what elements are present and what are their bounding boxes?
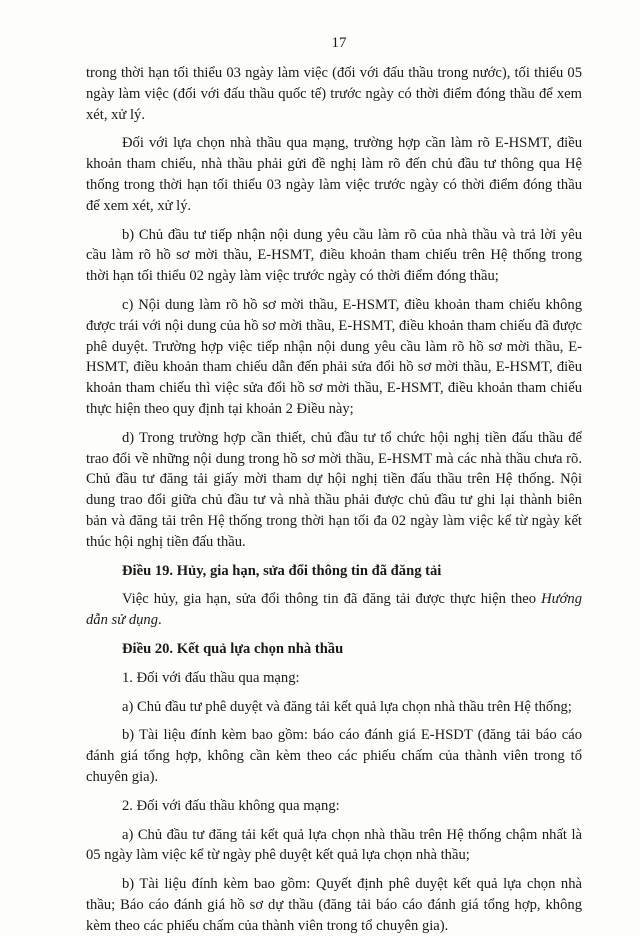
article-20-heading: Điều 20. Kết quả lựa chọn nhà thầu: [122, 640, 344, 657]
user-guide-reference: Hướng dẫn sử dụng: [86, 591, 582, 629]
paragraph-item-b: b) Chủ đầu tư tiếp nhận nội dung yêu cầu làm rõ của nhà thầu và trả lời yêu cầu làm rõ hồ sơ mời thầu, E-HSMT, điều khoản tham chiếu trên Hệ thống trong thời hạn tối thiểu 02 ngày làm việc trước ngày có thời điểm đóng thầu;: [86, 226, 582, 285]
paragraph-continuation: trong thời hạn tối thiểu 03 ngày làm việc (đối với đấu thầu trong nước), tối thiểu 05 ngày làm việc (đối với đấu thầu quốc tế) trước ngày có thời điểm đóng thầu để xem xét, xử lý.: [86, 65, 582, 123]
paragraph-offline-a: a) Chủ đầu tư đăng tải kết quả lựa chọn nhà thầu trên Hệ thống chậm nhất là 05 ngày làm việc kể từ ngày phê duyệt kết quả lựa chọn nhà thầu;: [86, 826, 582, 864]
paragraph-online-clarification: Đối với lựa chọn nhà thầu qua mạng, trường hợp cần làm rõ E-HSMT, điều khoản tham chiếu, nhà thầu phải gửi đề nghị làm rõ đến chủ đầu tư thông qua Hệ thống trong thời hạn tối thiểu 03 ngày làm việc trước ngày có thời điểm đóng thầu để xem xét, xử lý.: [86, 135, 582, 214]
article-19-period: .: [158, 612, 162, 629]
paragraph-item-d: d) Trong trường hợp cần thiết, chủ đầu tư tổ chức hội nghị tiền đấu thầu để trao đổi về những nội dung trong hồ sơ mời thầu, E-HSMT mà các nhà thầu chưa rõ. Chủ đầu tư đăng tải giấy mời tham dự hội nghị tiền đấu thầu trên Hệ thống. Nội dung trao đổi giữa chủ đầu tư và nhà thầu phải được chủ đầu tư ghi lại thành biên bản và đăng tải trên Hệ thống trong thời hạn tối đa 02 ngày làm việc kể từ ngày kết thúc hội nghị tiền đấu thầu.: [86, 429, 582, 550]
paragraph-item-c: c) Nội dung làm rõ hồ sơ mời thầu, E-HSMT, điều khoản tham chiếu không được trái với nội dung của hồ sơ mời thầu, E-HSMT, điều khoản tham chiếu đã được phê duyệt. Trường hợp việc tiếp nhận nội dung yêu cầu làm rõ hồ sơ mời thầu, E-HSMT, điều khoản tham chiếu dẫn đến phải sửa đổi hồ sơ mời thầu, E-HSMT, điều khoản tham chiếu thì việc sửa đổi hồ sơ mời thầu, E-HSMT, điều khoản tham chiếu thực hiện theo quy định tại khoản 2 Điều này;: [86, 296, 582, 417]
paragraph-offline-bidding: 2. Đối với đấu thầu không qua mạng:: [122, 797, 340, 814]
paragraph-online-bidding: 1. Đối với đấu thầu qua mạng:: [122, 669, 300, 686]
document-body: [86, 63, 582, 936]
page-number: 17: [331, 35, 347, 51]
paragraph-offline-b: b) Tài liệu đính kèm bao gồm: Quyết định phê duyệt kết quả lựa chọn nhà thầu; Báo cáo đánh giá hồ sơ dự thầu (đăng tải báo cáo đánh giá tổng hợp, không kèm theo các phiếu chấm của thành viên trong tổ chuyên gia).: [86, 876, 582, 934]
paragraph-article-19: [86, 589, 582, 631]
paragraph-online-b: b) Tài liệu đính kèm bao gồm: báo cáo đánh giá E-HSDT (đăng tải báo cáo đánh giá tổng hợp, không cần kèm theo các phiếu chấm của thành viên trong tổ chuyên gia).: [86, 727, 582, 785]
article-19-heading: Điều 19. Hủy, gia hạn, sửa đổi thông tin đã đăng tải: [122, 562, 442, 579]
paragraph-online-a: a) Chủ đầu tư phê duyệt và đăng tải kết quả lựa chọn nhà thầu trên Hệ thống;: [122, 698, 572, 715]
article-19-text: Việc hủy, gia hạn, sửa đổi thông tin đã đăng tải được thực hiện theo: [122, 591, 542, 608]
